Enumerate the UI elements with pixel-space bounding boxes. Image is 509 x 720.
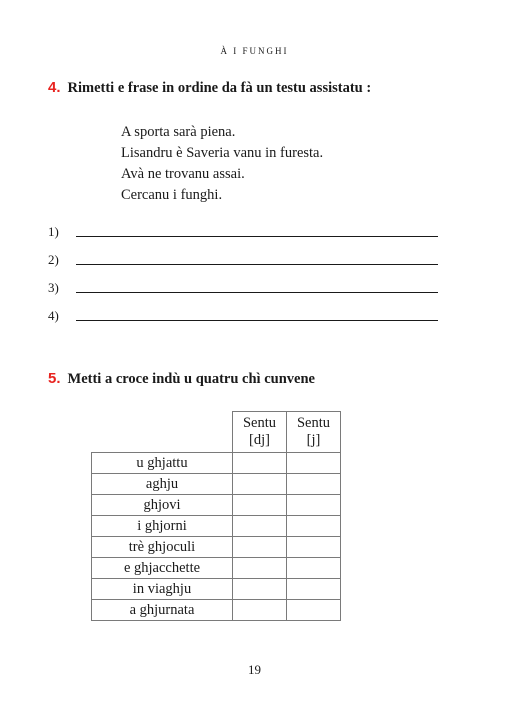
- running-header: À I FUNGHI: [220, 46, 289, 56]
- exercise-4-title: [48, 79, 371, 97]
- checkbox-cell-dj[interactable]: [233, 474, 287, 495]
- word-cell: in viaghju: [92, 579, 233, 600]
- exercise-5-instruction: Metti a croce indù u quatru chì cunvene: [67, 371, 315, 387]
- table-row: [92, 558, 341, 579]
- table-row: [92, 474, 341, 495]
- sentence: Avà ne trovanu assai.: [121, 166, 245, 182]
- column-header-sound: [dj]: [249, 432, 270, 448]
- column-header-sound: [j]: [306, 432, 321, 448]
- sentence: Cercanu i funghi.: [121, 187, 223, 203]
- checkbox-cell-j[interactable]: [287, 579, 341, 600]
- checkbox-cell-dj[interactable]: [233, 495, 287, 516]
- sentence: A sporta sarà piena.: [121, 124, 236, 140]
- write-line[interactable]: [76, 236, 438, 237]
- answer-number: 1): [48, 224, 59, 239]
- empty-corner: [92, 412, 233, 453]
- checkbox-cell-dj[interactable]: [233, 453, 287, 474]
- table-row: [92, 516, 341, 537]
- page-number: 19: [248, 662, 261, 677]
- column-header-j: [287, 412, 341, 453]
- answer-line-4[interactable]: [48, 308, 438, 324]
- column-header-label: Sentu: [296, 415, 331, 431]
- sentence: Lisandru è Saveria vanu in furesta.: [121, 145, 324, 161]
- checkbox-cell-dj[interactable]: [233, 537, 287, 558]
- answer-line-1[interactable]: [48, 224, 438, 240]
- word-cell: i ghjorni: [92, 516, 233, 537]
- checkbox-cell-j[interactable]: [287, 537, 341, 558]
- word-cell: a ghjurnata: [92, 600, 233, 621]
- table-row: [92, 453, 341, 474]
- answer-line-3[interactable]: [48, 280, 438, 296]
- word-cell: trè ghjoculi: [92, 537, 233, 558]
- sentence-list: [121, 122, 323, 206]
- table-row: [92, 579, 341, 600]
- checkbox-cell-j[interactable]: [287, 600, 341, 621]
- word-cell: u ghjattu: [92, 453, 233, 474]
- checkbox-cell-j[interactable]: [287, 474, 341, 495]
- answer-number: 2): [48, 252, 59, 267]
- word-cell: e ghjacchette: [92, 558, 233, 579]
- table-row: [92, 537, 341, 558]
- checkbox-cell-j[interactable]: [287, 516, 341, 537]
- checkbox-cell-j[interactable]: [287, 453, 341, 474]
- checkbox-cell-dj[interactable]: [233, 579, 287, 600]
- checkbox-cell-dj[interactable]: [233, 516, 287, 537]
- answer-number: 3): [48, 280, 59, 295]
- answer-line-2[interactable]: [48, 252, 438, 268]
- sound-table: [91, 411, 341, 621]
- column-header-label: Sentu: [242, 415, 277, 431]
- table-row: [92, 495, 341, 516]
- table-row: [92, 600, 341, 621]
- write-line[interactable]: [76, 320, 438, 321]
- checkbox-cell-j[interactable]: [287, 495, 341, 516]
- word-cell: aghju: [92, 474, 233, 495]
- write-line[interactable]: [76, 292, 438, 293]
- checkbox-cell-dj[interactable]: [233, 558, 287, 579]
- exercise-4-instruction: Rimetti e frase in ordine da fà un testu assistatu :: [67, 80, 372, 96]
- table-header-row: [92, 412, 341, 453]
- column-header-dj: [233, 412, 287, 453]
- exercise-5-number: 5.: [48, 370, 61, 387]
- word-cell: ghjovi: [92, 495, 233, 516]
- exercise-4-number: 4.: [48, 79, 61, 96]
- checkbox-cell-j[interactable]: [287, 558, 341, 579]
- exercise-5-title: [48, 370, 315, 388]
- write-line[interactable]: [76, 264, 438, 265]
- checkbox-cell-dj[interactable]: [233, 600, 287, 621]
- answer-number: 4): [48, 308, 59, 323]
